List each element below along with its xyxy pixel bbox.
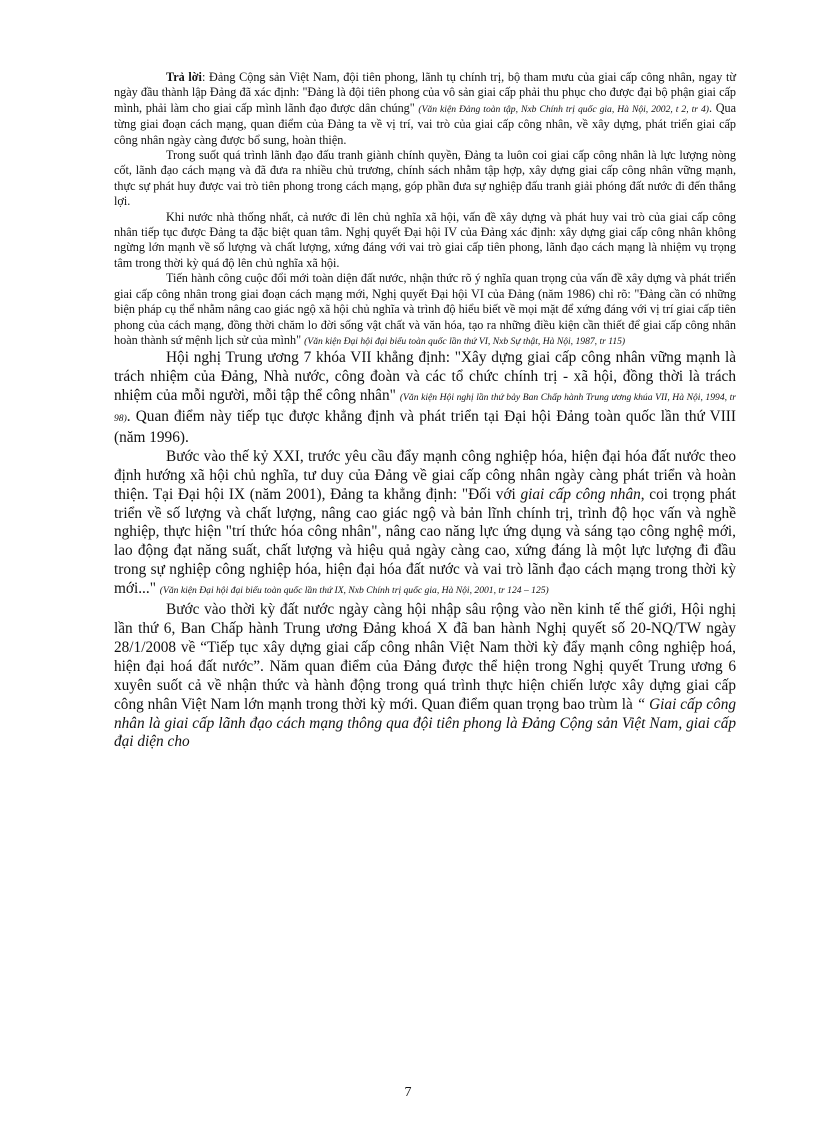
- emphasis-text: “ Giai cấp công nhân là giai cấp lãnh đạo cách mạng thông qua đội tiên phong là Đảng Cộng sản Việt Nam, giai cấp đại diện cho: [114, 695, 737, 751]
- answer-lead: Trả lời: [166, 70, 202, 84]
- paragraph-text: Khi nước nhà thống nhất, cả nước đi lên chủ nghĩa xã hội, vấn đề xây dựng và phát huy vai trò của giai cấp công nhân tiếp tục được Đảng ta đặc biệt quan tâm. Nghị quyết Đại hội IV của Đảng xác định: xây dựng giai cấp công nhân không ngừng lớn mạnh về số lượng và chất lượng, xứng đáng với vai trò giai cấp tiên phong, lãnh đạo cách mạng là nhiệm vụ trọng tâm trong thời kỳ quá độ lên chủ nghĩa xã hội.: [114, 209, 736, 270]
- paragraph-integration: [114, 601, 736, 752]
- paragraph-text: . Qua từng giai đoạn cách mạng, quan điểm của Đảng ta về vị trí, vai trò của giai cấp công nhân, về xây dựng, phát triển giai cấp công nhân ngày càng được bổ sung, hoàn thiện.: [114, 100, 737, 147]
- emphasis-text: giai cấp công nhân: [520, 485, 641, 503]
- paragraph-text: Bước vào thế kỷ XXI, trước yêu cầu đẩy mạnh công nghiệp hóa, hiện đại hóa đất nước theo định hướng xã hội chủ nghĩa, tư duy của Đảng về giai cấp công nhân ngày càng phát triển và hoàn thiện. Tại Đại hội IX (năm 2001), Đảng ta khẳng định: "Đối với: [114, 447, 736, 503]
- paragraph-text: , coi trọng phát triển về số lượng và chất lượng, nâng cao giác ngộ và bản lĩnh chính trị, trình độ học vấn và nghề nghiệp, thực hiện "trí thức hóa công nhân", nâng cao năng lực ứng dụng và sáng tạo công nghệ mới, lao động đạt năng suất, chất lượng và hiệu quả ngày càng cao, xứng đáng là một lực lượng đi đầu trong sự nghiệp công nghiệp hóa, hiện đại hóa đất nước và vai trò lãnh đạo cách mạng trong thời kỳ mới...": [114, 485, 736, 598]
- citation: (Văn kiện Đại hội đại biểu toàn quốc lần thứ IX, Nxb Chính trị quốc gia, Hà Nội, 2001, tr 124 – 125): [159, 585, 549, 597]
- document-page: [114, 70, 736, 752]
- paragraph-text: : Đảng Cộng sản Việt Nam, đội tiên phong, lãnh tụ chính trị, bộ tham mưu của giai cấp công nhân, ngay từ ngày đầu thành lập Đảng đã xác định: "Đảng là đội tiên phong của vô sản giai cấp phải thu phục cho được đại bộ phận giai cấp mình, phải làm cho giai cấp mình lãnh đạo được dân chúng": [114, 70, 736, 115]
- paragraph-doi-moi: [114, 271, 736, 349]
- paragraph-text: Tiến hành công cuộc đổi mới toàn diện đất nước, nhận thức rõ ý nghĩa quan trọng của vấn đề xây dựng và phát triển giai cấp công nhân trong giai đoạn cách mạng mới, Nghị quyết Đại hội VI của Đảng (năm 1986) chỉ rõ: "Đảng cần có những biện pháp cụ thể nhằm nâng cao giác ngộ xã hội chủ nghĩa và trình độ hiểu biết về mọi mặt để xứng đáng với vị trí giai cấp tiên phong của cách mạng, đồng thời chăm lo đời sống vật chất và văn hóa, tạo ra những điều kiện cần thiết để giai cấp công nhân hoàn thành sứ mệnh lịch sử của mình": [114, 271, 736, 347]
- paragraph-text: Hội nghị Trung ương 7 khóa VII khẳng định: "Xây dựng giai cấp công nhân vững mạnh là trách nhiệm của Đảng, Nhà nước, công đoàn và các tổ chức chính trị - xã hội, đồng thời là trách nhiệm của mỗi người, mỗi tập thể công nhân": [114, 349, 736, 405]
- paragraph-answer: [114, 70, 736, 148]
- paragraph-struggle: [114, 148, 736, 210]
- paragraph-21st-century: [114, 448, 736, 601]
- paragraph-text: Trong suốt quá trình lãnh đạo đấu tranh giành chính quyền, Đảng ta luôn coi giai cấp công nhân là lực lượng nòng cốt, lãnh đạo cách mạng và đã đưa ra nhiều chủ trương, chính sách nhằm tập hợp, xây dựng giai cấp công nhân vững mạnh, thực sự phát huy được vai trò tiên phong trong cách mạng, góp phần đưa sự nghiệp đấu tranh giải phóng đất nước đi đến thắng lợi.: [114, 148, 736, 209]
- citation: (Văn kiện Đảng toàn tập, Nxb Chính trị quốc gia, Hà Nội, 2002, t 2, tr 4): [418, 103, 710, 115]
- citation: (Văn kiện Hội nghị lần thứ bảy Ban Chấp hành Trung ương khúa VII, Hà Nội, 1994, tr 98): [114, 392, 736, 425]
- paragraph-unification: [114, 210, 736, 272]
- paragraph-conference-7: [114, 349, 736, 448]
- citation: (Văn kiện Đại hội đại biểu toàn quốc lần thứ VI, Nxb Sự thật, Hà Nội, 1987, tr 115): [304, 335, 626, 347]
- page-number: 7: [404, 1085, 412, 1100]
- paragraph-text: . Quan điểm này tiếp tục được khẳng định và phát triển tại Đại hội Đảng toàn quốc lần thứ VIII (năm 1996).: [114, 408, 736, 446]
- paragraph-text: Bước vào thời kỳ đất nước ngày càng hội nhập sâu rộng vào nền kinh tế thế giới, Hội nghị lần thứ 6, Ban Chấp hành Trung ương Đảng khoá X đã ban hành Nghị quyết số 20-NQ/TW ngày 28/1/2008 về “Tiếp tục xây dựng giai cấp công nhân Việt Nam thời kỳ đẩy mạnh công nghiệp hoá, hiện đại hoá đất nước”. Năm quan điểm của Đảng được thể hiện trong Nghị quyết Trung ương 6 xuyên suốt cả về nhận thức và hành động trong quá trình thực hiện chiến lược xây dựng giai cấp công nhân Việt Nam lớn mạnh trong thời kỳ mới. Quan điểm quan trọng bao trùm là: [114, 601, 736, 713]
